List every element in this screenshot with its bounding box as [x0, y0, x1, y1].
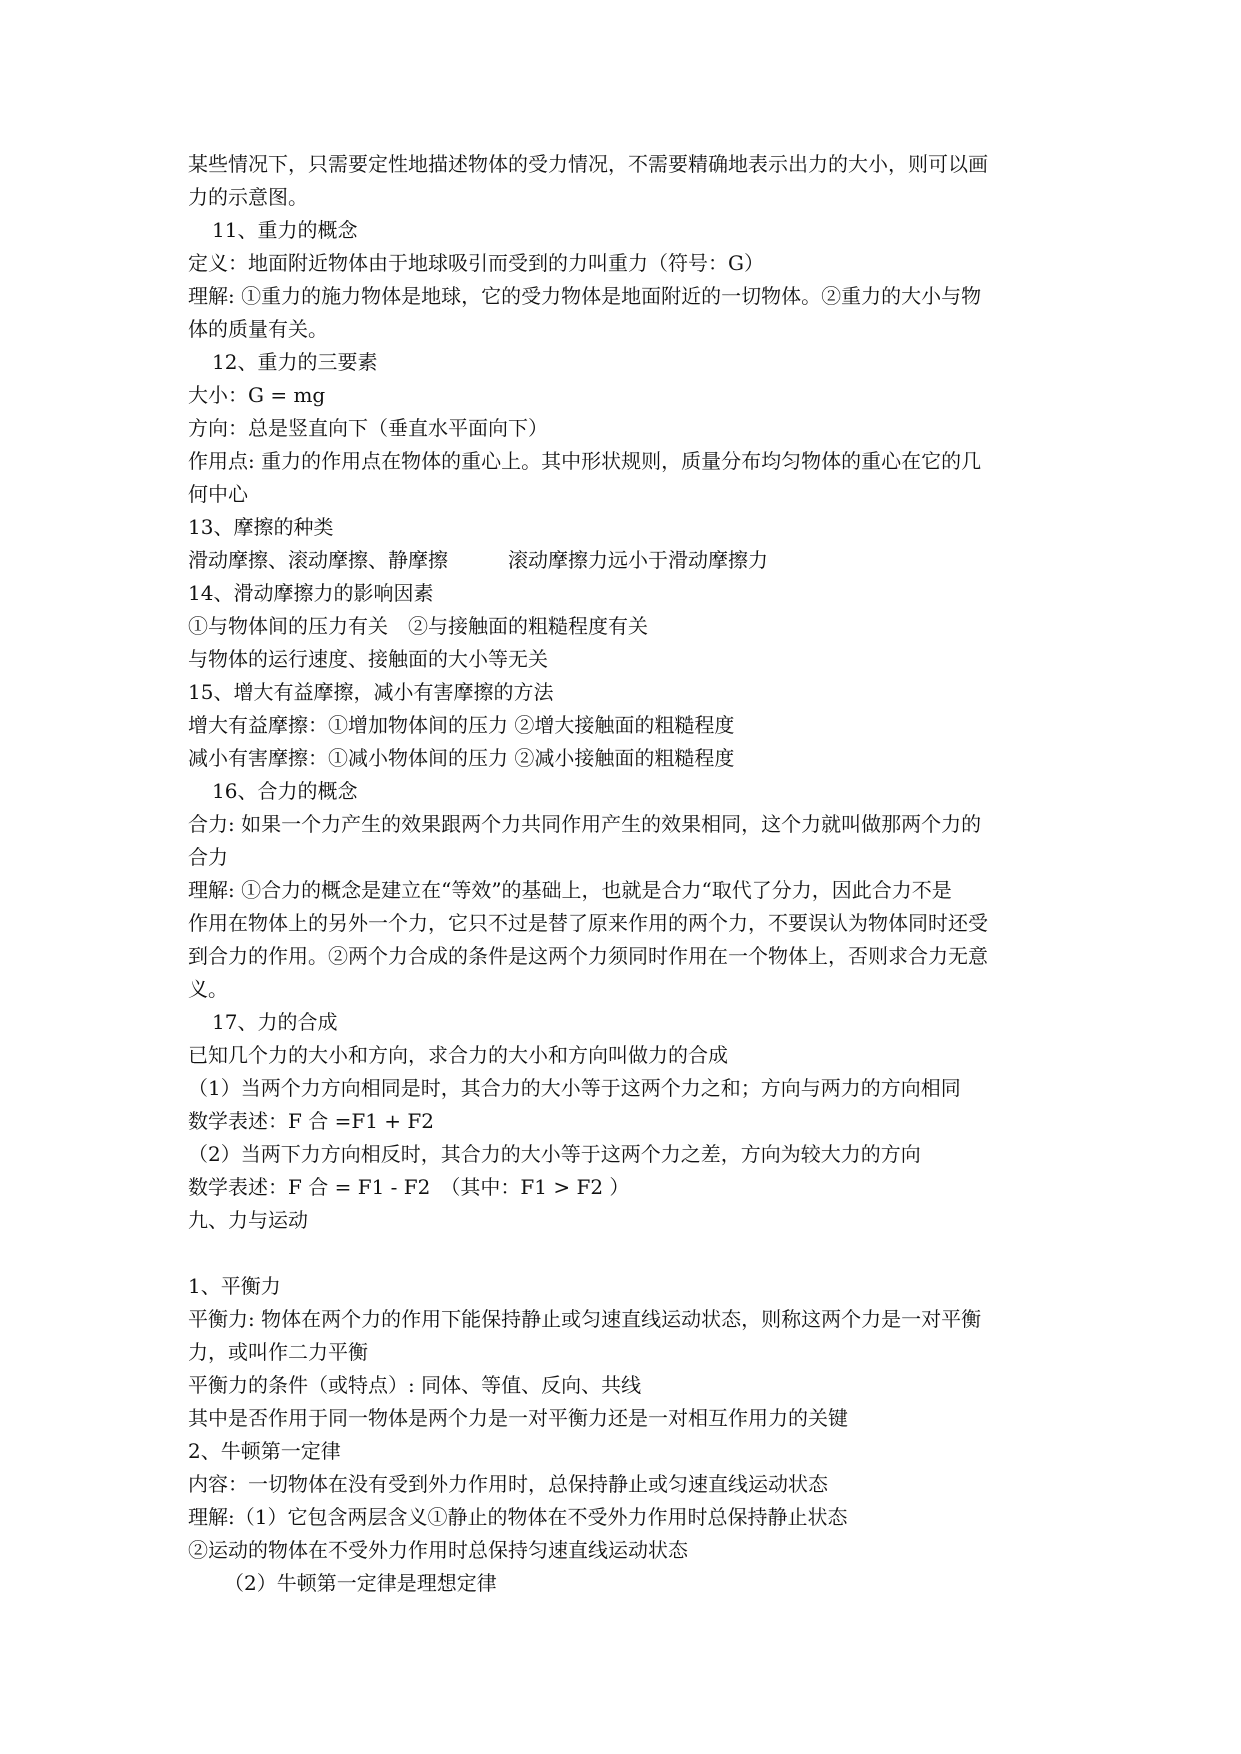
section-heading: 13、摩擦的种类 — [188, 515, 334, 539]
section-heading: 11、重力的概念 — [212, 218, 358, 242]
chapter-heading: 九、力与运动 — [188, 1208, 308, 1232]
text-line: （1）当两个力方向相同是时，其合力的大小等于这两个力之和；方向与两力的方向相同 — [188, 1076, 961, 1100]
text-line: 义。 — [188, 977, 228, 1001]
text-line: （2）当两下力方向相反时，其合力的大小等于这两个力之差，方向为较大力的方向 — [188, 1142, 921, 1166]
text-line: （2）牛顿第一定律是理想定律 — [224, 1571, 497, 1595]
text-line: 增大有益摩擦：①增加物体间的压力 ②增大接触面的粗糙程度 — [188, 713, 735, 737]
formula-line: 数学表述：F 合 =F1 + F2 — [188, 1109, 435, 1133]
text-line: 与物体的运行速度、接触面的大小等无关 — [188, 647, 548, 671]
text-line: 作用在物体上的另外一个力，它只不过是替了原来作用的两个力，不要误认为物体同时还受 — [188, 911, 988, 935]
text-line: ①与物体间的压力有关 ②与接触面的粗糙程度有关 — [188, 614, 648, 638]
text-line: 合力: 如果一个力产生的效果跟两个力共同作用产生的效果相同，这个力就叫做那两个力的 — [188, 812, 982, 836]
section-heading: 17、力的合成 — [212, 1010, 338, 1034]
text-line: 大小：G = mg — [188, 383, 326, 407]
text-line: 何中心 — [188, 482, 248, 506]
text-line: 作用点: 重力的作用点在物体的重心上。其中形状规则，质量分布均匀物体的重心在它的几 — [188, 449, 982, 473]
text-line: 合力 — [188, 845, 228, 869]
text-line: 已知几个力的大小和方向，求合力的大小和方向叫做力的合成 — [188, 1043, 728, 1067]
text-line: 某些情况下，只需要定性地描述物体的受力情况，不需要精确地表示出力的大小，则可以画 — [188, 152, 988, 176]
text-line: 理解:（1）它包含两层含义①静止的物体在不受外力作用时总保持静止状态 — [188, 1505, 848, 1529]
text-line: 定义：地面附近物体由于地球吸引而受到的力叫重力（符号：G） — [188, 251, 764, 275]
text-line: 到合力的作用。②两个力合成的条件是这两个力须同时作用在一个物体上，否则求合力无意 — [188, 944, 988, 968]
text-line: 理解: ①合力的概念是建立在“等效”的基础上，也就是合力“取代了分力，因此合力不是 — [188, 878, 952, 902]
text-line: 体的质量有关。 — [188, 317, 328, 341]
blank-line — [188, 1237, 1058, 1270]
text-line: 平衡力的条件（或特点）: 同体、等值、反向、共线 — [188, 1373, 642, 1397]
text-line: 内容：一切物体在没有受到外力作用时，总保持静止或匀速直线运动状态 — [188, 1472, 828, 1496]
formula-line: 数学表述：F 合 = F1 - F2 （其中：F1 > F2 ） — [188, 1175, 630, 1199]
text-line: 减小有害摩擦：①减小物体间的压力 ②减小接触面的粗糙程度 — [188, 746, 735, 770]
text-line: ②运动的物体在不受外力作用时总保持匀速直线运动状态 — [188, 1538, 688, 1562]
section-heading: 14、滑动摩擦力的影响因素 — [188, 581, 434, 605]
text-line: 方向：总是竖直向下（垂直水平面向下） — [188, 416, 548, 440]
text-line: 力的示意图。 — [188, 185, 308, 209]
section-heading: 1、平衡力 — [188, 1274, 281, 1298]
section-heading: 15、增大有益摩擦，减小有害摩擦的方法 — [188, 680, 554, 704]
text-line: 理解: ①重力的施力物体是地球，它的受力物体是地面附近的一切物体。②重力的大小与物 — [188, 284, 982, 308]
text-line: 平衡力: 物体在两个力的作用下能保持静止或匀速直线运动状态，则称这两个力是一对平衡 — [188, 1307, 982, 1331]
text-line: 滑动摩擦、滚动摩擦、静摩擦 滚动摩擦力远小于滑动摩擦力 — [188, 548, 768, 572]
section-heading: 16、合力的概念 — [212, 779, 358, 803]
section-heading: 2、牛顿第一定律 — [188, 1439, 341, 1463]
document-page — [188, 148, 1058, 1600]
text-line: 力，或叫作二力平衡 — [188, 1340, 368, 1364]
section-heading: 12、重力的三要素 — [212, 350, 378, 374]
text-line: 其中是否作用于同一物体是两个力是一对平衡力还是一对相互作用力的关键 — [188, 1406, 848, 1430]
